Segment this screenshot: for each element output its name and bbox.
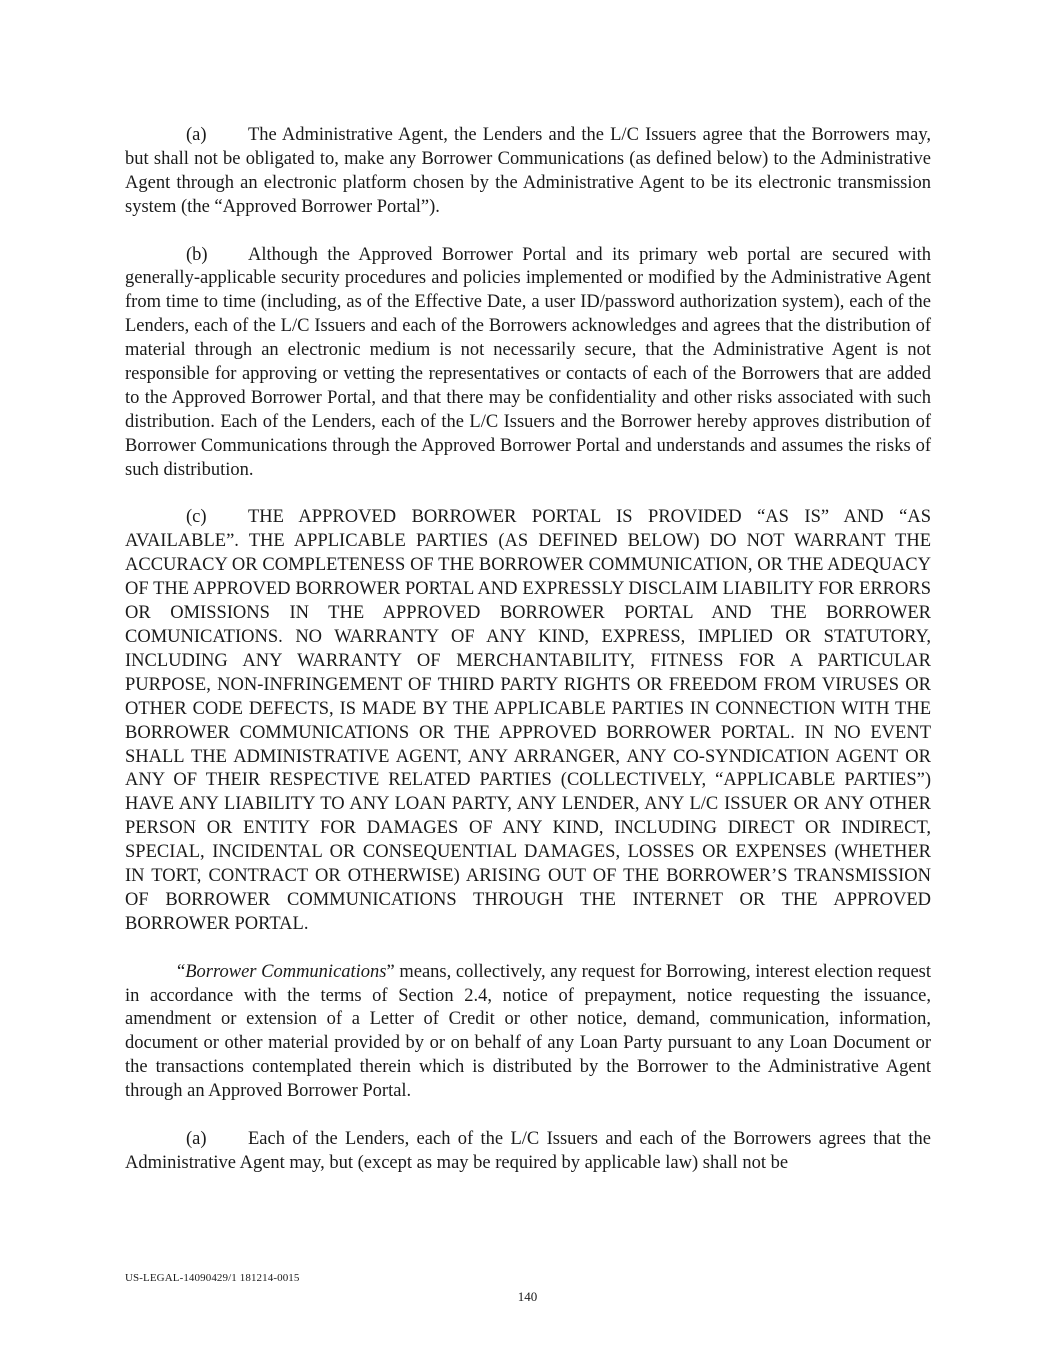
definition-text: ” means, collectively, any request for Borrowing, interest election request in accordance with the terms of Section 2.4, notice of prepayment, notice requesting the issuance, amendment or extension of a Letter of Credit or other notice, demand, communication, information, document or other material provided by or on behalf of any Loan Party pursuant to any Loan Document or the transactions contemplated therein which is distributed by the Borrower to the Administrative Agent through an Approved Borrower Portal.	[125, 961, 932, 1102]
paragraph-a	[125, 124, 931, 220]
defined-term: Borrower Communications	[185, 961, 387, 982]
page-number: 140	[517, 1289, 538, 1304]
document-body	[125, 124, 931, 1176]
paragraph-label: (a)	[186, 1129, 207, 1149]
paragraph-text: Each of the Lenders, each of the L/C Issuers and each of the Borrowers agrees that the Administrative Agent may, but (except as may be required by applicable law) shall not be	[125, 1129, 931, 1173]
footer-document-id: US-LEGAL-14090429/1 181214-0015	[125, 1272, 300, 1284]
paragraph-text: THE APPROVED BORROWER PORTAL IS PROVIDED “AS IS” AND “AS AVAILABLE”. THE APPLICABLE PARTIES (AS DEFINED BELOW) DO NOT WARRANT THE ACCURACY OR COMPLETENESS OF THE BORROWER COMMUNICATION, OR THE ADEQUACY OF THE APPROVED BORROWER PORTAL AND EXPRESSLY DISCLAIM LIABILITY FOR ERRORS OR OMISSIONS IN THE APPROVED BORROWER PORTAL AND THE BORROWER COMUNICATIONS. NO WARRANTY OF ANY KIND, EXPRESS, IMPLIED OR STATUTORY, INCLUDING ANY WARRANTY OF MERCHANTABILITY, FITNESS FOR A PARTICULAR PURPOSE, NON-INFRINGEMENT OF THIRD PARTY RIGHTS OR FREEDOM FROM VIRUSES OR OTHER CODE DEFECTS, IS MADE BY THE APPLICABLE PARTIES IN CONNECTION WITH THE BORROWER COMMUNICATIONS OR THE APPROVED BORROWER PORTAL. IN NO EVENT SHALL THE ADMINISTRATIVE AGENT, ANY ARRANGER, ANY CO-SYNDICATION AGENT OR ANY OF THEIR RESPECTIVE RELATED PARTIES (COLLECTIVELY, “APPLICABLE PARTIES”) HAVE ANY LIABILITY TO ANY LOAN PARTY, ANY LENDER, ANY L/C ISSUER OR ANY OTHER PERSON OR ENTITY FOR DAMAGES OF ANY KIND, INCLUDING DIRECT OR INDIRECT, SPECIAL, INCIDENTAL OR CONSEQUENTIAL DAMAGES, LOSSES OR EXPENSES (WHETHER IN TORT, CONTRACT OR OTHERWISE) ARISING OUT OF THE BORROWER’S TRANSMISSION OF BORROWER COMMUNICATIONS THROUGH THE INTERNET OR THE APPROVED BORROWER PORTAL.	[125, 507, 931, 934]
paragraph-c	[125, 506, 931, 936]
paragraph-label: (a)	[186, 125, 207, 145]
paragraph-label: (b)	[186, 244, 208, 265]
paragraph-text: The Administrative Agent, the Lenders and the L/C Issuers agree that the Borrowers may, but shall not be obligated to, make any Borrower Communications (as defined below) to the Administrative Agent through an electronic platform chosen by the Administrative Agent to be its electronic transmission system (the “Approved Borrower Portal”).	[125, 125, 931, 217]
paragraph-label: (c)	[186, 507, 207, 528]
definition-open-quote: “	[177, 961, 186, 982]
paragraph-a-continued	[125, 1128, 931, 1176]
paragraph-text: Although the Approved Borrower Portal and its primary web portal are secured with generally-applicable security procedures and policies implemented or modified by the Administrative Agent from time to time (including, as of the Effective Date, a user ID/password authorization system), each of the Lenders, each of the L/C Issuers and each of the Borrowers acknowledges and agrees that the distribution of material through an electronic medium is not necessarily secure, that the Administrative Agent is not responsible for approving or vetting the representatives or contacts of each of the Borrowers that are added to the Approved Borrower Portal, and that there may be confidentiality and other risks associated with such distribution. Each of the Lenders, each of the L/C Issuers and the Borrower hereby approves distribution of Borrower Communications through the Approved Borrower Portal and understands and assumes the risks of such distribution.	[125, 244, 931, 480]
paragraph-b	[125, 244, 931, 483]
definition-borrower-communications	[125, 961, 931, 1104]
